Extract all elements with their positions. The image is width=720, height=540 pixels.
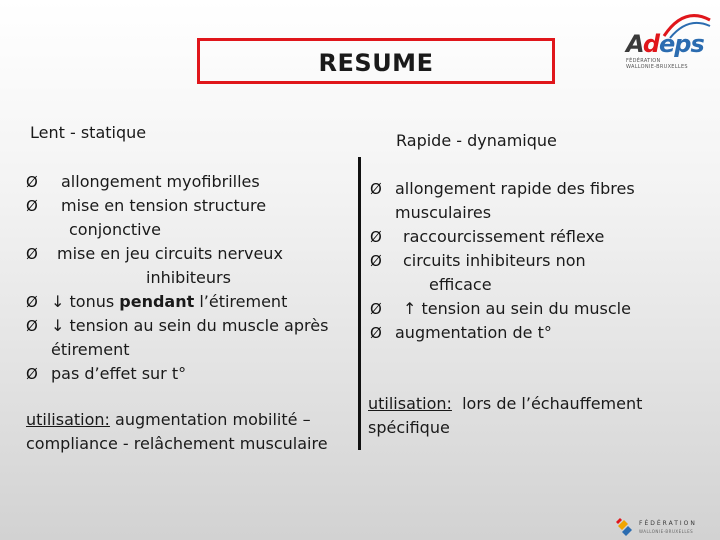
usage-text: lors de l’échauffement spécifique [368,394,648,437]
left-bullet-list [26,170,356,386]
bullet-arrow-icon: Ø [370,324,382,342]
list-item: Ø ↓ tension au sein du muscle après étirement [26,316,329,359]
right-heading: Rapide - dynamique [396,131,557,150]
list-item: Ø ↑ tension au sein du muscle [370,297,710,321]
list-item: Ø mise en jeu circuits nerveux inhibiteurs [26,244,283,287]
logo-subtitle: FÉDÉRATION WALLONIE-BRUXELLES [626,58,688,70]
list-item: Ø ↓ tonus pendant l’étirement [26,290,356,314]
federation-emblem-icon [612,516,634,538]
list-item: Ø augmentation de t° [370,321,710,345]
column-divider [358,157,361,450]
bullet-arrow-icon: Ø [26,293,38,311]
right-usage-note [368,392,713,440]
federation-text: FÉDÉRATION [639,520,697,527]
adeps-logo [622,8,716,70]
title-box [197,38,555,84]
bullet-arrow-icon: Ø [26,365,38,383]
federation-logo [612,516,712,538]
list-item: Ø circuits inhibiteurs non efficace [370,251,586,294]
left-heading: Lent - statique [30,123,147,142]
left-usage-note [26,408,356,456]
right-bullet-list [370,177,710,345]
list-item: Ø mise en tension structure conjonctive [26,196,267,239]
usage-label: utilisation: [26,410,110,429]
bullet-arrow-icon: Ø [370,228,382,246]
bullet-arrow-icon: Ø [26,173,38,191]
bullet-arrow-icon: Ø [370,252,382,270]
usage-text: augmentation mobilité – compliance - relâchement musculaire [26,410,328,453]
bullet-arrow-icon: Ø [370,180,382,198]
usage-label: utilisation: [368,394,452,413]
federation-subtext: WALLONIE-BRUXELLES [639,529,694,534]
down-arrow-icon: ↓ [51,316,65,335]
list-item: Ø allongement myofibrilles [26,170,356,194]
bullet-arrow-icon: Ø [26,317,38,335]
bullet-arrow-icon: Ø [26,197,38,215]
bullet-arrow-icon: Ø [26,245,38,263]
bullet-arrow-icon: Ø [370,300,382,318]
logo-wordmark: Adeps [626,30,704,58]
list-item: Ø allongement rapide des fibres musculaires [370,179,635,222]
page-title: RESUME [318,49,434,77]
list-item: Ø raccourcissement réflexe [370,225,710,249]
up-arrow-icon: ↑ [403,299,417,318]
down-arrow-icon: ↓ [51,292,65,311]
list-item: Ø pas d’effet sur t° [26,362,356,386]
